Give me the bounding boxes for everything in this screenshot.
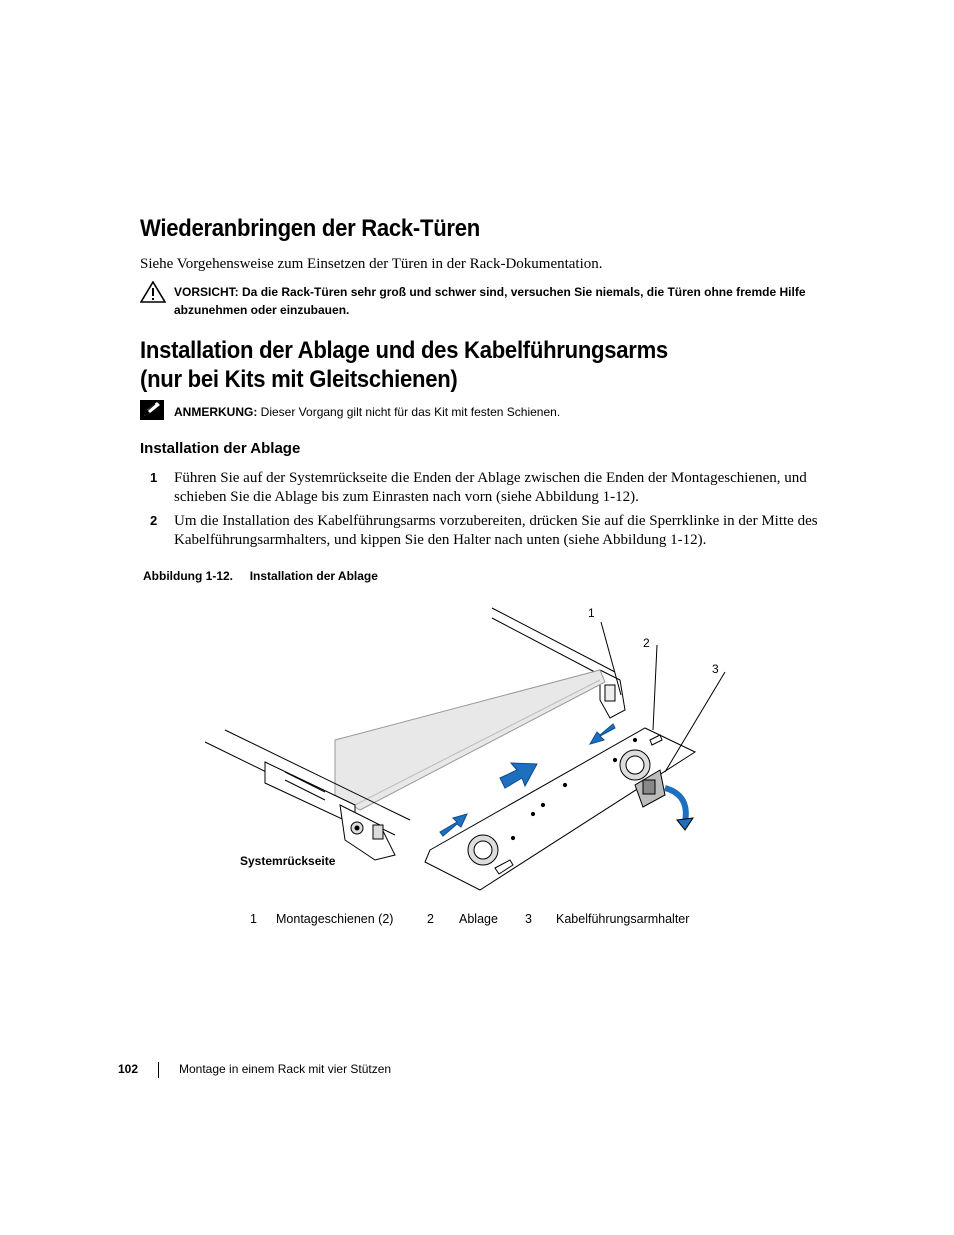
figure-caption (143, 569, 378, 583)
page-number: 102 (118, 1062, 139, 1076)
caution-text (174, 283, 824, 319)
figure-title: Installation der Ablage (249, 569, 378, 583)
step-number: 1 (150, 470, 158, 485)
footer-separator (158, 1062, 159, 1078)
figure-number: Abbildung 1-12. (143, 569, 233, 583)
intro-paragraph: Siehe Vorgehensweise zum Einsetzen der Türen in der Rack-Dokumentation. (140, 256, 603, 272)
chapter-title: Montage in einem Rack mit vier Stützen (179, 1062, 392, 1076)
caution-body: Da die Rack-Türen sehr groß und schwer sind, versuchen Sie niemals, die Türen ohne fremde Hilfe abzunehmen oder einzubauen. (174, 285, 806, 317)
section-heading-installation (140, 336, 784, 394)
legend-num: 3 (525, 912, 532, 926)
section-heading-rack-doors: Wiederanbringen der Rack-Türen (140, 215, 480, 242)
note-label: ANMERKUNG: (174, 405, 258, 419)
callout-1: 1 (588, 606, 595, 620)
callout-3: 3 (712, 662, 719, 676)
step-number: 2 (150, 513, 158, 528)
step-text: Führen Sie auf der Systemrückseite die Enden der Ablage zwischen die Enden der Montageschienen, und schieben Sie die Ablage bis zum Einrasten nach vorn (siehe Abbildung 1-12). (174, 470, 807, 505)
legend-label: Ablage (459, 912, 498, 926)
arrow-push-large (500, 763, 537, 788)
legend-label: Kabelführungsarmhalter (556, 912, 690, 926)
note-text (174, 403, 824, 421)
legend-label: Montageschienen (2) (276, 912, 394, 926)
warning-triangle-icon (140, 281, 166, 303)
pencil-note-icon (140, 400, 164, 420)
caution-label: VORSICHT: (174, 285, 239, 299)
note-body: Dieser Vorgang gilt nicht für das Kit mit festen Schienen. (260, 405, 561, 419)
heading-line-1: Installation der Ablage und des Kabelführungsarms (140, 337, 668, 364)
side-label-systemrueckseite: Systemrückseite (240, 854, 336, 868)
arrow-rotate (665, 788, 686, 822)
tray-installation-illustration (195, 600, 735, 900)
callout-2: 2 (643, 636, 650, 650)
subheading-ablage: Installation der Ablage (140, 440, 301, 457)
legend-num: 2 (427, 912, 434, 926)
step-text: Um die Installation des Kabelführungsarms vorzubereiten, drücken Sie auf die Sperrklinke in der Mitte des Kabelführungsarmhalters, und kippen Sie den Halter nach unten (siehe Abbildung 1-12). (174, 513, 818, 548)
heading-line-2: (nur bei Kits mit Gleitschienen) (140, 366, 458, 393)
arrow-slide (590, 724, 615, 744)
legend-num: 1 (250, 912, 257, 926)
